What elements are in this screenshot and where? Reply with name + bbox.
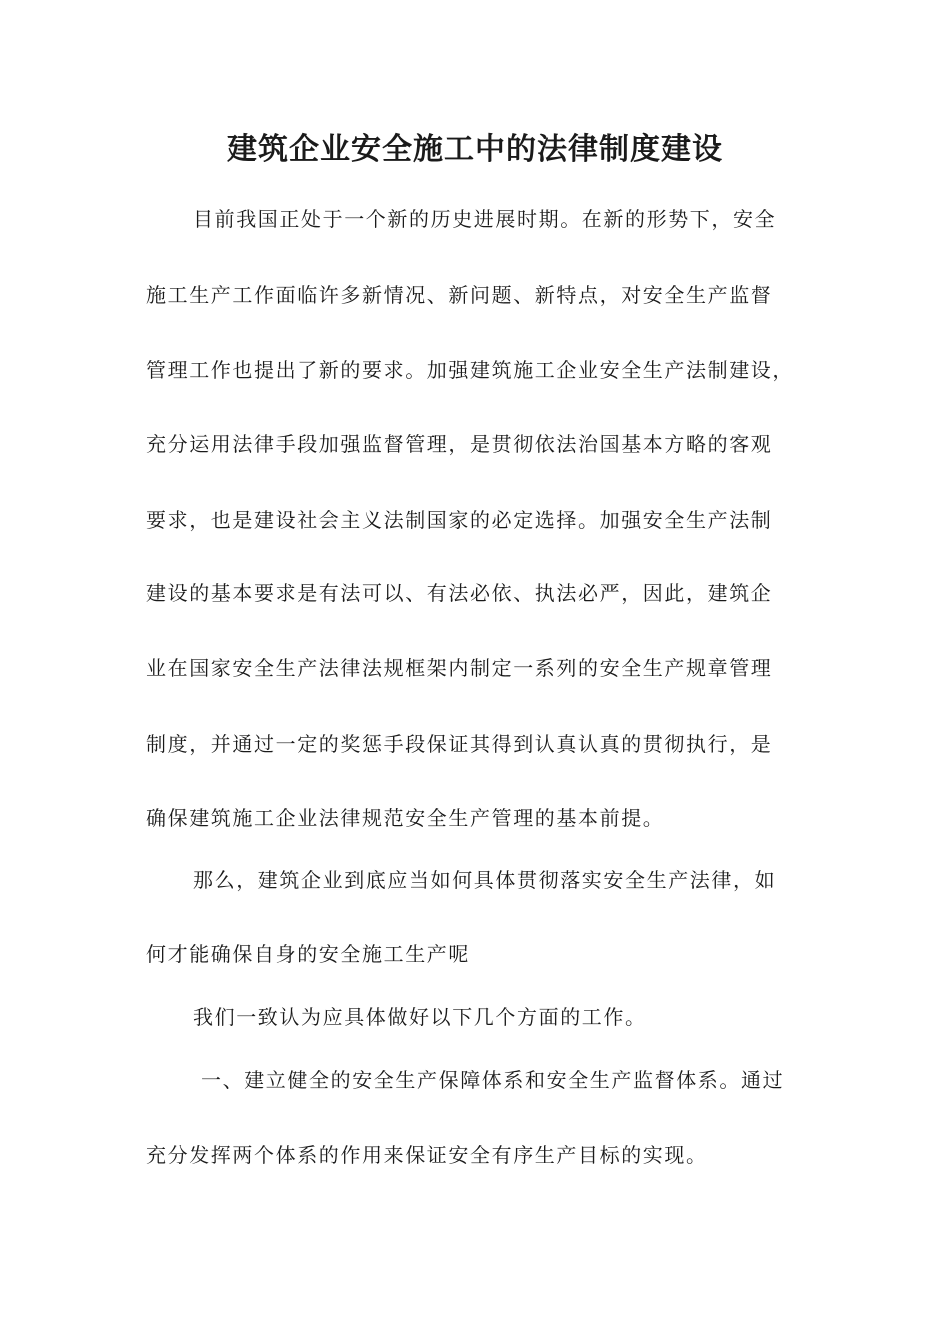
paragraph-line: 要求，也是建设社会主义法制国家的必定选择。加强安全生产法制 xyxy=(146,508,773,532)
paragraph-line: 确保建筑施工企业法律规范安全生产管理的基本前提。 xyxy=(146,806,665,830)
paragraph-line: 制度，并通过一定的奖惩手段保证其得到认真认真的贯彻执行，是 xyxy=(146,732,773,756)
paragraph-line: 我们一致认为应具体做好以下几个方面的工作。 xyxy=(193,1005,647,1029)
paragraph-line: 何才能确保自身的安全施工生产呢 xyxy=(146,942,470,966)
section-heading-line: 一、建立健全的安全生产保障体系和安全生产监督体系。通过 xyxy=(201,1068,785,1092)
document-title: 建筑企业安全施工中的法律制度建设 xyxy=(227,132,723,167)
paragraph-line: 业在国家安全生产法律法规框架内制定一系列的安全生产规章管理 xyxy=(146,656,773,680)
paragraph-line: 充分运用法律手段加强监督管理，是贯彻依法治国基本方略的客观 xyxy=(146,432,773,456)
paragraph-line: 建设的基本要求是有法可以、有法必依、执法必严，因此，建筑企 xyxy=(146,581,773,605)
paragraph-line: 施工生产工作面临许多新情况、新问题、新特点，对安全生产监督 xyxy=(146,283,773,307)
paragraph-line: 目前我国正处于一个新的历史进展时期。在新的形势下，安全 xyxy=(193,207,777,231)
paragraph-line: 管理工作也提出了新的要求。加强建筑施工企业安全生产法制建设， xyxy=(146,358,794,382)
paragraph-line: 充分发挥两个体系的作用来保证安全有序生产目标的实现。 xyxy=(146,1143,708,1167)
paragraph-line: 那么，建筑企业到底应当如何具体贯彻落实安全生产法律，如 xyxy=(193,868,777,892)
